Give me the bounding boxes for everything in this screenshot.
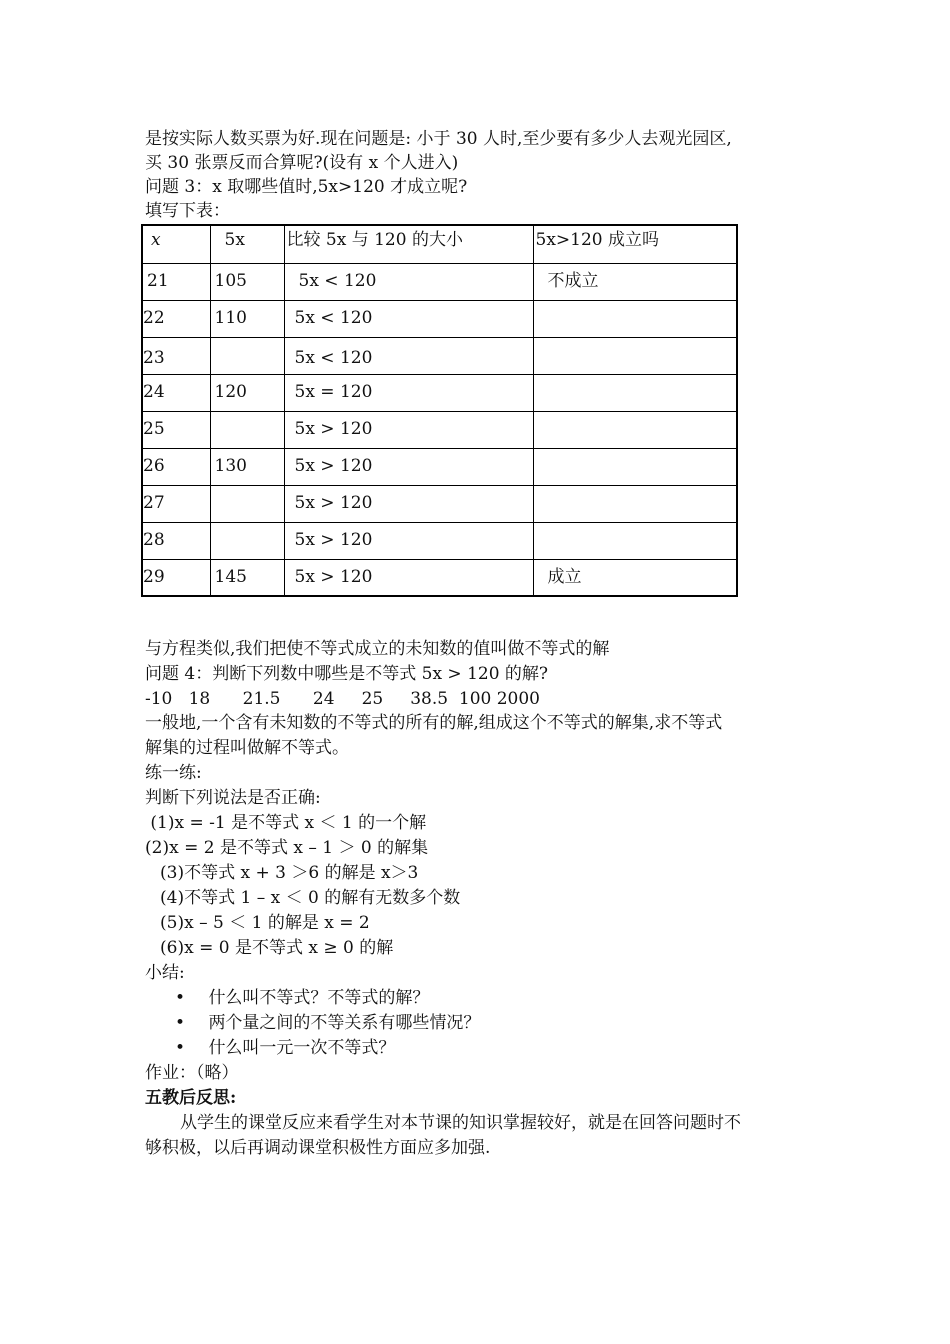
cell-x: 24 <box>142 374 210 411</box>
cell-x: 28 <box>142 522 210 559</box>
cell-x: 26 <box>142 448 210 485</box>
intro-line-1: 是按实际人数买票为好.现在问题是: 小于 30 人时,至少要有多少人去观光园区, <box>145 129 732 149</box>
cell-holds <box>533 411 737 448</box>
cell-x: 21 <box>142 263 210 300</box>
table-row <box>142 485 737 522</box>
header-compare: 比较 5x 与 120 的大小 <box>284 225 533 263</box>
candidate-numbers: -10 18 21.5 24 25 38.5 100 2000 <box>145 689 540 709</box>
cell-holds <box>533 337 737 374</box>
cell-compare: 5x < 120 <box>284 337 533 374</box>
values-table <box>141 224 738 597</box>
table-row <box>142 337 737 374</box>
cell-5x: 120 <box>210 374 284 411</box>
cell-x: 27 <box>142 485 210 522</box>
cell-x: 23 <box>142 337 210 374</box>
cell-compare: 5x < 120 <box>284 263 533 300</box>
table-row <box>142 522 737 559</box>
summary-item <box>175 1036 395 1060</box>
table-header-row <box>142 225 737 263</box>
cell-5x: 105 <box>210 263 284 300</box>
practice-heading: 练一练: <box>145 763 202 783</box>
section-heading-reflection: 五教后反思: <box>145 1088 237 1108</box>
cell-holds: 成立 <box>533 559 737 596</box>
homework-line: 作业：（略） <box>145 1063 239 1083</box>
definition-solution: 与方程类似,我们把使不等式成立的未知数的值叫做不等式的解 <box>145 639 610 659</box>
cell-compare: 5x > 120 <box>284 448 533 485</box>
cell-compare: 5x > 120 <box>284 485 533 522</box>
cell-holds: 不成立 <box>533 263 737 300</box>
statement-1: (1)x = -1 是不等式 x ＜ 1 的一个解 <box>145 813 427 833</box>
cell-holds <box>533 485 737 522</box>
statement-4: (4)不等式 1 – x ＜ 0 的解有无数多个数 <box>160 888 461 908</box>
cell-5x: 145 <box>210 559 284 596</box>
cell-5x: 130 <box>210 448 284 485</box>
summary-item-text: 什么叫不等式？不等式的解？ <box>208 988 430 1008</box>
table-row <box>142 263 737 300</box>
fill-table-instruction: 填写下表： <box>145 201 230 221</box>
definition-solution-set-1: 一般地,一个含有未知数的不等式的所有的解,组成这个不等式的解集,求不等式 <box>145 713 723 733</box>
header-x: x <box>142 225 210 263</box>
cell-5x: 110 <box>210 300 284 337</box>
cell-5x <box>210 485 284 522</box>
cell-compare: 5x < 120 <box>284 300 533 337</box>
table-row <box>142 411 737 448</box>
intro-line-2: 买 30 张票反而合算呢?(设有 x 个人进入) <box>145 153 459 173</box>
table-row <box>142 300 737 337</box>
question-3: 问题 3：x 取哪些值时,5x>120 才成立呢? <box>145 177 468 197</box>
header-holds: 5x>120 成立吗 <box>533 225 737 263</box>
definition-solution-set-2: 解集的过程叫做解不等式。 <box>145 738 349 758</box>
statement-3: (3)不等式 x + 3 ＞6 的解是 x＞3 <box>160 863 419 883</box>
table-row <box>142 559 737 596</box>
cell-x: 22 <box>142 300 210 337</box>
statement-2: (2)x = 2 是不等式 x – 1 ＞ 0 的解集 <box>145 838 429 858</box>
question-4: 问题 4：判断下列数中哪些是不等式 5x > 120 的解? <box>145 664 549 684</box>
summary-item <box>175 1011 480 1035</box>
summary-item-text: 什么叫一元一次不等式？ <box>208 1038 396 1058</box>
table-row <box>142 374 737 411</box>
bullet-icon: • <box>175 988 186 1008</box>
summary-heading: 小结: <box>145 963 185 983</box>
bullet-icon: • <box>175 1038 186 1058</box>
judge-instruction: 判断下列说法是否正确: <box>145 788 321 808</box>
cell-holds <box>533 300 737 337</box>
statement-6: (6)x = 0 是不等式 x ≥ 0 的解 <box>160 938 394 958</box>
bullet-icon: • <box>175 1013 186 1033</box>
cell-x: 29 <box>142 559 210 596</box>
cell-5x <box>210 522 284 559</box>
header-5x: 5x <box>210 225 284 263</box>
cell-5x <box>210 411 284 448</box>
reflection-line-2: 够积极，以后再调动课堂积极性方面应多加强. <box>145 1138 491 1158</box>
cell-holds <box>533 374 737 411</box>
cell-holds <box>533 448 737 485</box>
summary-item <box>175 986 429 1010</box>
cell-compare: 5x > 120 <box>284 522 533 559</box>
cell-compare: 5x = 120 <box>284 374 533 411</box>
cell-compare: 5x > 120 <box>284 559 533 596</box>
cell-x: 25 <box>142 411 210 448</box>
cell-5x <box>210 337 284 374</box>
reflection-line-1: 从学生的课堂反应来看学生对本节课的知识掌握较好，就是在回答问题时不 <box>180 1113 741 1133</box>
statement-5: (5)x – 5 ＜ 1 的解是 x = 2 <box>160 913 370 933</box>
summary-item-text: 两个量之间的不等关系有哪些情况？ <box>208 1013 481 1033</box>
table-row <box>142 448 737 485</box>
cell-compare: 5x > 120 <box>284 411 533 448</box>
cell-holds <box>533 522 737 559</box>
